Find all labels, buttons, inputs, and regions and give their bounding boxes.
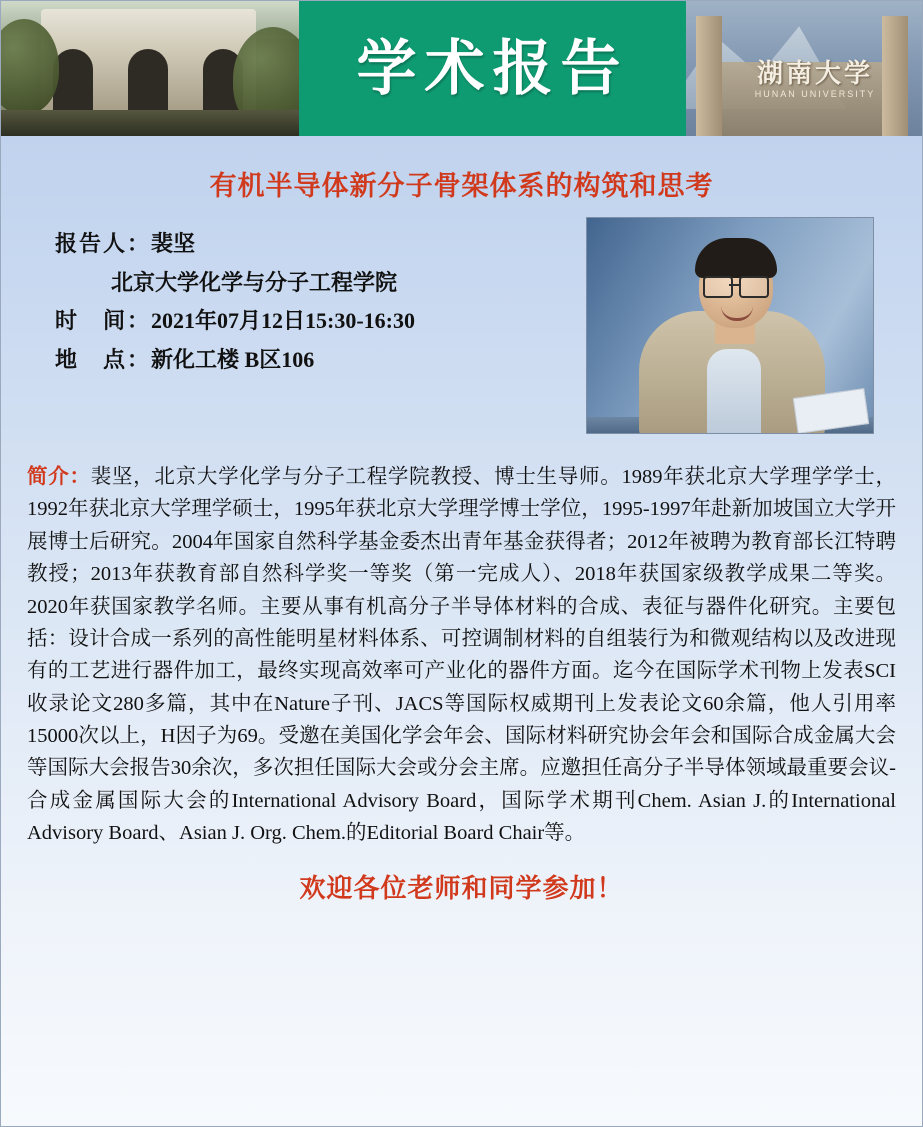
welcome-note: 欢迎各位老师和同学参加！ [299,873,624,903]
poster-body [1,164,922,905]
speaker-name: 裴坚 [151,231,196,256]
university-name: 湖南大学 [756,59,873,88]
talk-title: 有机半导体新分子骨架体系的构筑和思考 [209,171,714,201]
archway-arches [53,49,243,115]
arch-shape [53,49,93,115]
ground-strip [1,110,299,136]
portrait-glasses-bridge [729,284,739,286]
time-label: 时 间： [55,308,152,333]
speaker-portrait-photo [586,217,874,434]
speaker-label: 报告人： [55,231,152,256]
portrait-glasses-right [739,276,769,298]
university-name-en: HUNAN UNIVERSITY [754,89,876,99]
affiliation-row [55,264,587,303]
poster-header [1,1,922,136]
talk-meta [27,225,896,445]
speaker-row [55,225,587,264]
banner-title-block [299,1,686,136]
gate-pillar-left [696,16,722,136]
place-label: 地 点： [55,346,152,372]
talk-meta-lines [27,225,587,379]
banner-title: 学术报告 [356,35,629,102]
portrait-hair [695,238,777,278]
university-gate-photo [686,1,922,136]
bio-lead-label: 简介： [27,466,91,488]
speaker-affiliation: 北京大学化学与分子工程学院 [111,269,398,295]
time-value: 2021年07月12日15:30-16:30 [151,308,415,333]
portrait-shirt [707,349,761,434]
speaker-bio [27,461,896,850]
portrait-glasses-left [703,276,733,298]
place-row [55,341,587,380]
place-value: 新化工楼 B区106 [151,346,315,372]
arch-shape [128,49,168,115]
time-row [55,302,587,341]
campus-archway-photo [1,1,299,136]
bio-text: 裴坚，北京大学化学与分子工程学院教授、博士生导师。1989年获北京大学理学学士，1992年获北京大学理学硕士，1995年获北京大学理学博士学位，1995-1997年赴新加坡国立大学开展博士后研究。2004年国家自然科学基金委杰出青年基金获得者；2012年被聘为教育部长江特聘教授；2013年获教育部自然科学奖一等奖（第一完成人）、2018年获国家级教学成果二等奖。2020年获国家教学名师。主要从事有机高分子半导体材料的合成、表征与器件化研究。主要包括：设计合成一系列的高性能明星材料体系、可控调制材料的自组装行为和微观结构以及改进现有的工艺进行器件加工，最终实现高效率可产业化的器件方面。迄今在国际学术刊物上发表SCI收录论文280多篇，其中在Nature子刊、JACS等国际权威期刊上发表论文60余篇，他人引用率15000次以上，H因子为69。受邀在美国化学会年会、国际材料研究协会年会和国际合成金属大会等国际大会报告30余次，多次担任国际大会或分会主席。应邀担任高分子半导体领域最重要会议-合成金属国际大会的International Advisory Board，国际学术期刊Chem. Asian J.的International Advisory Board、Asian J. Org. Chem.的Editorial Board Chair等。 [27,466,897,845]
